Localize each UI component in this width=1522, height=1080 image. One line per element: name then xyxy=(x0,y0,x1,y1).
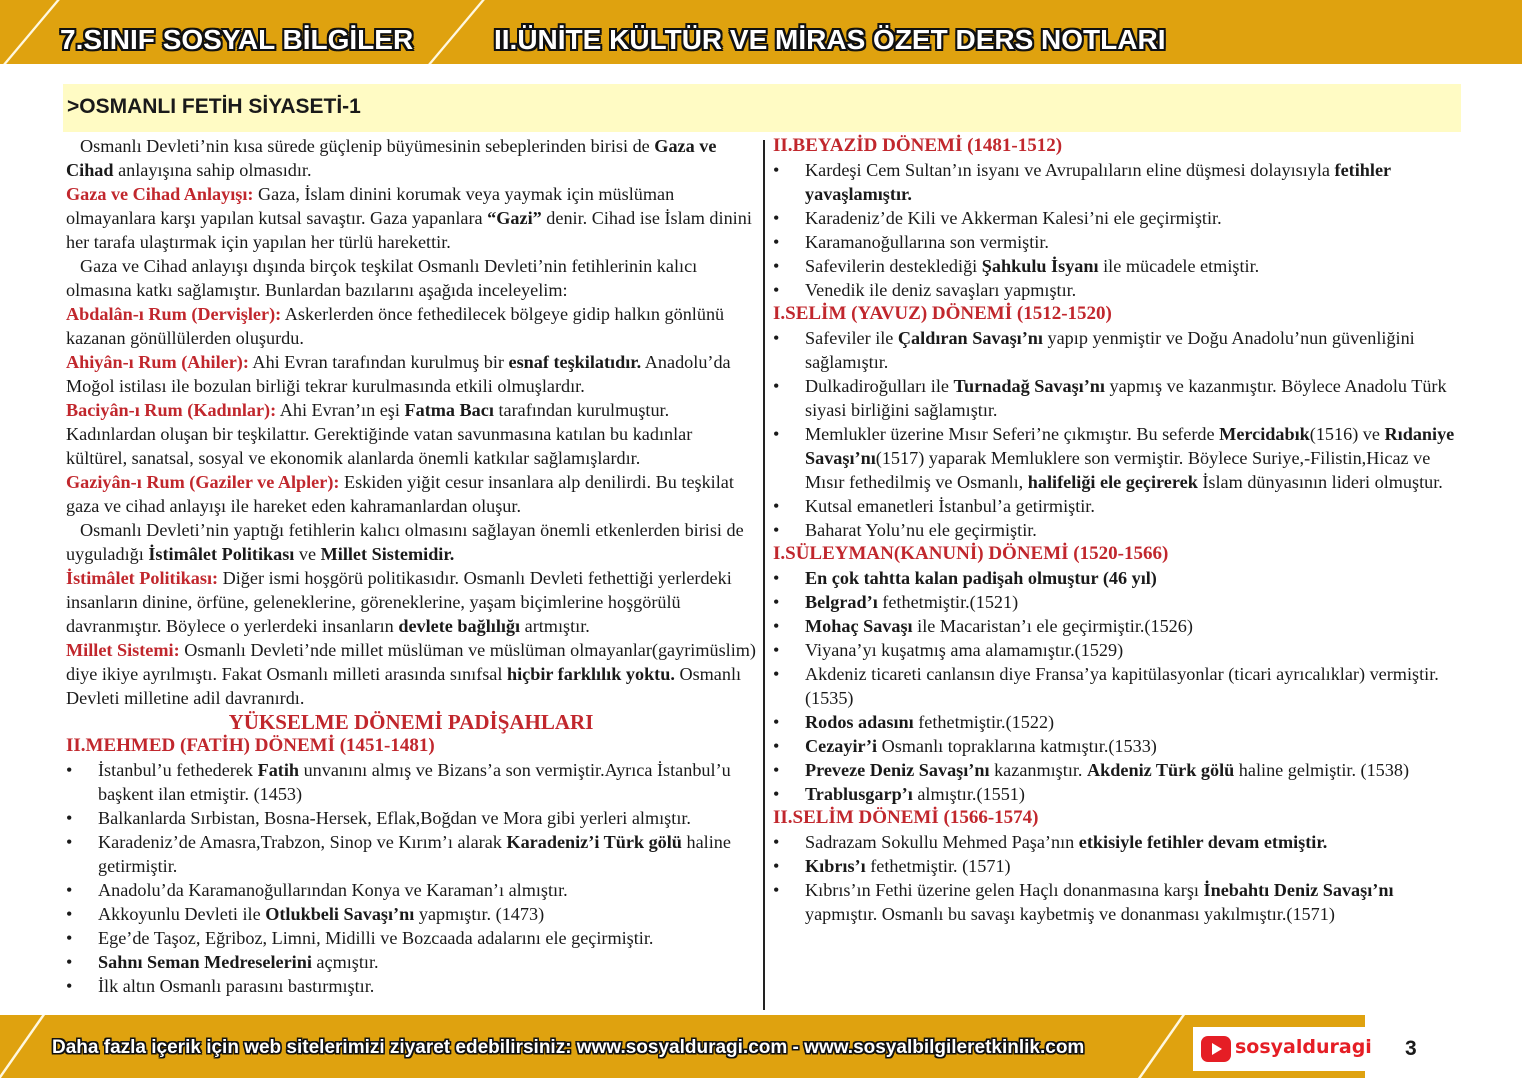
beyazid-list xyxy=(773,158,1463,302)
list-item: • Kıbrıs’ı fethetmiştir. (1571) xyxy=(773,854,1463,878)
selim2-period-heading: II.SELİM DÖNEMİ (1566-1574) xyxy=(773,807,1039,828)
youtube-icon xyxy=(1201,1036,1231,1062)
footer-banner xyxy=(0,1015,1365,1078)
list-item: • Kardeşi Cem Sultan’ın isyanı ve Avrupalıların eline düşmesi dolayısıyla fetihler yavaşlamıştır. xyxy=(773,158,1463,206)
list-item: • Kutsal emanetleri İstanbul’a getirmiştir. xyxy=(773,494,1463,518)
list-item: • En çok tahtta kalan padişah olmuştur (46 yıl) xyxy=(773,566,1463,590)
term-label: Baciyân-ı Rum (Kadınlar): xyxy=(66,400,277,420)
list-item: • Cezayir’i Osmanlı topraklarına katmıştır.(1533) xyxy=(773,734,1463,758)
organizations-intro: Gaza ve Cihad anlayışı dışında birçok teşkilat Osmanlı Devleti’nin fetihlerinin kalıcı olmasına katkı sağlamıştır. Bunlardan bazılarını aşağıda inceleyelim: xyxy=(66,256,698,300)
list-item: • Memlukler üzerine Mısır Seferi’ne çıkmıştır. Bu seferde Mercidabık(1516) ve Rıdaniye Savaşı’nı(1517) yaparak Memluklere son vermiştir. Böylece Suriye,-Filistin,Hicaz ve Mısır fethedilmiş ve Osmanlı, halifeliği ele geçirerek İslam dünyasının lideri olmuştur. xyxy=(773,422,1463,494)
term-label: İstimâlet Politikası: xyxy=(66,568,219,588)
list-item: • Viyana’yı kuşatmış ama alamamıştır.(1529) xyxy=(773,638,1463,662)
list-item: • İlk altın Osmanlı parasını bastırmıştır. xyxy=(66,974,756,998)
list-item: • Sahnı Seman Medreselerini açmıştır. xyxy=(66,950,756,974)
youtube-channel-badge[interactable] xyxy=(1193,1027,1372,1071)
list-item: • Akkoyunlu Devleti ile Otlukbeli Savaşı’nı yapmıştır. (1473) xyxy=(66,902,756,926)
left-column xyxy=(66,134,756,998)
rise-period-title: YÜKSELME DÖNEMİ PADİŞAHLARI xyxy=(228,710,594,734)
list-item: • Preveze Deniz Savaşı’nı kazanmıştır. Akdeniz Türk gölü haline gelmiştir. (1538) xyxy=(773,758,1463,782)
term-label: Gaza ve Cihad Anlayışı: xyxy=(66,184,254,204)
list-item: • Baharat Yolu’nu ele geçirmiştir. xyxy=(773,518,1463,542)
millet-definition: Millet Sistemi: Osmanlı Devleti’nde millet müslüman ve müslüman olmayanlar(gayrimüslim) diye ikiye ayrılmıştı. Fakat Osmanlı milleti arasında sınıfsal hiçbir farklılık yoktu. Osmanlı Devleti milletine adil davranırdı. xyxy=(66,640,756,708)
baciyan-definition: Baciyân-ı Rum (Kadınlar): Ahi Evran’ın eşi Fatma Bacı tarafından kurulmuştur. Kadınlardan oluşan bir teşkilattır. Gerektiğinde vatan savunmasına katılan bu kadınlar kültürel, sanatsal, sosyal ve ekonomik alanlarda önemli katkılar sağlamışlardır. xyxy=(66,400,693,468)
list-item: • Safevilerin desteklediği Şahkulu İsyanı ile mücadele etmiştir. xyxy=(773,254,1463,278)
list-item: • Kıbrıs’ın Fethi üzerine gelen Haçlı donanmasına karşı İnebahtı Deniz Savaşı’nı yapmıştır. Osmanlı bu savaşı kaybetmiş ve donanması yakılmıştır.(1571) xyxy=(773,878,1463,926)
header-divider-slash xyxy=(428,0,485,64)
list-item: • Dulkadiroğulları ile Turnadağ Savaşı’nı yapmış ve kazanmıştır. Böylece Anadolu Türk siyasi birliğini sağlamıştır. xyxy=(773,374,1463,422)
list-item: • Karadeniz’de Amasra,Trabzon, Sinop ve Kırım’ı alarak Karadeniz’i Türk gölü haline getirmiştir. xyxy=(66,830,756,878)
website-links-text[interactable]: Daha fazla içerik için web sitelerimizi ziyaret edebilirsiniz: www.sosyalduragi.com - www.sosyalbilgileretkinlik.com xyxy=(52,1037,1085,1058)
grade-title: 7.SINIF SOSYAL BİLGİLER xyxy=(60,24,414,55)
list-item: • Ege’de Taşoz, Eğriboz, Limni, Midilli ve Bozcaada adalarını ele geçirmiştir. xyxy=(66,926,756,950)
ahiyan-definition: Ahiyân-ı Rum (Ahiler): Ahi Evran tarafından kurulmuş bir esnaf teşkilatıdır. Anadolu’da Moğol istilası ile bozulan birliği tekrar kurulmasında etkili olmuşlardır. xyxy=(66,352,731,396)
term-label: Millet Sistemi: xyxy=(66,640,180,660)
abdalan-definition: Abdalân-ı Rum (Dervişler): Askerlerden önce fethedilecek bölgeye gidip halkın gönlünü kazanan gönüllülerden oluşurdu. xyxy=(66,304,725,348)
selim2-list xyxy=(773,830,1463,926)
list-item: • Rodos adasını fethetmiştir.(1522) xyxy=(773,710,1463,734)
column-divider xyxy=(763,140,765,1010)
gaziyan-definition: Gaziyân-ı Rum (Gaziler ve Alpler): Eskiden yiğit cesur insanlara alp denilirdi. Bu teşkilat gaza ve cihad anlayışı ile hareket eden kahramanlardan oluşur. xyxy=(66,472,734,516)
list-item: • Venedik ile deniz savaşları yapmıştır. xyxy=(773,278,1463,302)
unit-title: II.ÜNİTE KÜLTÜR VE MİRAS ÖZET DERS NOTLARI xyxy=(494,24,1166,55)
section-title: >OSMANLI FETİH SİYASETİ-1 xyxy=(67,95,361,118)
term-label: Ahiyân-ı Rum (Ahiler): xyxy=(66,352,249,372)
list-item: • Anadolu’da Karamanoğullarından Konya ve Karaman’ı almıştır. xyxy=(66,878,756,902)
list-item: • Akdeniz ticareti canlansın diye Fransa’ya kapitülasyonlar (ticari ayrıcalıklar) vermiştir.(1535) xyxy=(773,662,1463,710)
list-item: • Mohaç Savaşı ile Macaristan’ı ele geçirmiştir.(1526) xyxy=(773,614,1463,638)
list-item: • Karadeniz’de Kili ve Akkerman Kalesi’ni ele geçirmiştir. xyxy=(773,206,1463,230)
list-item: • Sadrazam Sokullu Mehmed Paşa’nın etkisiyle fetihler devam etmiştir. xyxy=(773,830,1463,854)
footer-divider-slash xyxy=(0,1015,45,1078)
intro-paragraph: Osmanlı Devleti’nin kısa sürede güçlenip büyümesinin sebeplerinden birisi de Gaza ve Cihad anlayışına sahip olmasıdır. xyxy=(66,136,717,180)
list-item: • Safeviler ile Çaldıran Savaşı’nı yapıp yenmiştir ve Doğu Anadolu’nun güvenliğini sağlamıştır. xyxy=(773,326,1463,374)
list-item: • Balkanlarda Sırbistan, Bosna-Hersek, Eflak,Boğdan ve Mora gibi yerleri almıştır. xyxy=(66,806,756,830)
fatih-period-heading: II.MEHMED (FATİH) DÖNEMİ (1451-1481) xyxy=(66,735,435,756)
list-item: • İstanbul’u fethederek Fatih unvanını almış ve Bizans’a son vermiştir.Ayrıca İstanbul’u başkent ilan etmiştir. (1453) xyxy=(66,758,756,806)
right-column xyxy=(773,134,1463,926)
term-label: Gaziyân-ı Rum (Gaziler ve Alpler): xyxy=(66,472,340,492)
istimalet-definition: İstimâlet Politikası: Diğer ismi hoşgörü politikasıdır. Osmanlı Devleti fethettiği yerlerdeki insanların dinine, örfüne, geleneklerine, göreneklerine, yaşam biçimlerine hoşgörülü davranmıştır. Böylece o yerlerdeki insanların devlete bağlılığı artmıştır. xyxy=(66,568,732,636)
list-item: • Karamanoğullarına son vermiştir. xyxy=(773,230,1463,254)
header-divider-slash xyxy=(3,0,60,64)
header-banner xyxy=(0,0,1522,64)
list-item: • Belgrad’ı fethetmiştir.(1521) xyxy=(773,590,1463,614)
yavuz-list xyxy=(773,326,1463,542)
list-item: • Trablusgarp’ı almıştır.(1551) xyxy=(773,782,1463,806)
kanuni-period-heading: I.SÜLEYMAN(KANUNİ) DÖNEMİ (1520-1566) xyxy=(773,543,1169,564)
policies-intro: Osmanlı Devleti’nin yaptığı fetihlerin kalıcı olmasını sağlayan önemli etkenlerden birisi de uyguladığı İstimâlet Politikası ve Millet Sistemidir. xyxy=(66,520,744,564)
beyazid-period-heading: II.BEYAZİD DÖNEMİ (1481-1512) xyxy=(773,135,1063,156)
channel-name: sosyalduragi xyxy=(1235,1036,1372,1058)
fatih-list xyxy=(66,758,756,998)
gaza-cihad-definition: Gaza ve Cihad Anlayışı: Gaza, İslam dinini korumak veya yaymak için müslüman olmayanlara karşı yapılan kutsal savaştır. Gaza yapanlara “Gazi” denir. Cihad ise İslam dinini her tarafa ulaştırmak için yapılan her türlü harekettir. xyxy=(66,184,752,252)
yavuz-period-heading: I.SELİM (YAVUZ) DÖNEMİ (1512-1520) xyxy=(773,303,1112,324)
page-number: 3 xyxy=(1405,1037,1417,1060)
section-title-bar xyxy=(63,84,1461,132)
kanuni-list xyxy=(773,566,1463,806)
term-label: Abdalân-ı Rum (Dervişler): xyxy=(66,304,282,324)
footer-divider-slash xyxy=(1138,1015,1185,1078)
